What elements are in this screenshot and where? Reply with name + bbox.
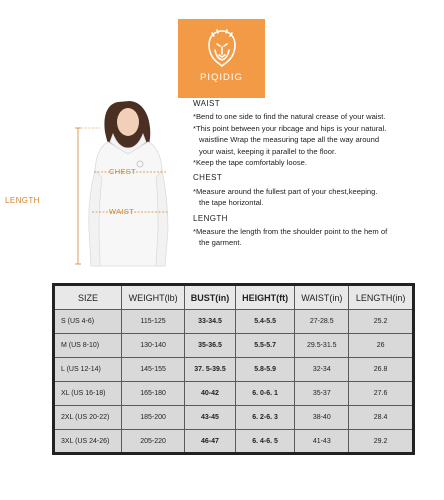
measurement-instructions [193, 98, 441, 249]
cell-height: 6. 0-6. 1 [235, 382, 295, 406]
table-row [54, 382, 414, 406]
cell-height: 5.4-5.5 [235, 310, 295, 334]
waist-line-2: *This point between your ribcage and hips is your natural. [193, 123, 387, 133]
cell-weight: 165-180 [122, 382, 185, 406]
length-title: LENGTH [193, 213, 228, 223]
table-row [54, 334, 414, 358]
cell-size: M (US 8-10) [54, 334, 122, 358]
cell-weight: 145-155 [122, 358, 185, 382]
cell-size: XL (US 16-18) [54, 382, 122, 406]
cell-bust: 35-36.5 [185, 334, 236, 358]
cell-weight: 185-200 [122, 406, 185, 430]
chest-guide-label: CHEST [109, 167, 136, 176]
cell-bust: 37. 5-39.5 [185, 358, 236, 382]
cell-length: 26 [349, 334, 414, 358]
cell-height: 6. 4-6. 5 [235, 430, 295, 454]
table-row [54, 358, 414, 382]
table-row [54, 406, 414, 430]
chest-title: CHEST [193, 173, 223, 183]
header-height: HEIGHT(ft) [235, 285, 295, 310]
waist-guide-label: WAIST [109, 207, 134, 216]
table-header-row [54, 285, 414, 310]
cell-height: 6. 2-6. 3 [235, 406, 295, 430]
cell-weight: 115-125 [122, 310, 185, 334]
length-line-2: the garment. [199, 238, 242, 248]
chest-line-2: the tape horizontal. [199, 198, 264, 208]
cell-length: 26.8 [349, 358, 414, 382]
size-chart-table [52, 283, 415, 455]
cell-length: 29.2 [349, 430, 414, 454]
cell-height: 5.8-5.9 [235, 358, 295, 382]
chest-line-1: *Measure around the fullest part of your chest,keeping. [193, 186, 378, 196]
cell-height: 5.5-5.7 [235, 334, 295, 358]
cell-length: 28.4 [349, 406, 414, 430]
cell-waist: 29.5-31.5 [295, 334, 349, 358]
model-illustration [70, 98, 190, 268]
header-waist: WAIST(in) [295, 285, 349, 310]
cell-length: 25.2 [349, 310, 414, 334]
header-weight: WEIGHT(lb) [122, 285, 185, 310]
cell-length: 27.6 [349, 382, 414, 406]
header-size: SIZE [54, 285, 122, 310]
header-bust: BUST(in) [185, 285, 236, 310]
lion-head-icon [204, 28, 240, 68]
brand-name: PIQIDIG [200, 72, 243, 83]
length-guide-label: LENGTH [5, 196, 40, 205]
cell-size: S (US 4-6) [54, 310, 122, 334]
waist-title: WAIST [193, 99, 221, 108]
cell-bust: 33-34.5 [185, 310, 236, 334]
brand-logo [178, 19, 265, 98]
cell-waist: 27-28.5 [295, 310, 349, 334]
cell-waist: 38-40 [295, 406, 349, 430]
table-row [54, 310, 414, 334]
cell-bust: 43-45 [185, 406, 236, 430]
cell-size: 3XL (US 24-26) [54, 430, 122, 454]
cell-waist: 32-34 [295, 358, 349, 382]
model-figure [70, 98, 190, 268]
cell-size: 2XL (US 20-22) [54, 406, 122, 430]
cell-weight: 130-140 [122, 334, 185, 358]
waist-line-3: waistline Wrap the measuring tape all the way around [199, 135, 380, 145]
header-length: LENGTH(in) [349, 285, 414, 310]
cell-bust: 46-47 [185, 430, 236, 454]
length-line-1: *Measure the length from the shoulder point to the hem of [193, 227, 388, 237]
table-row [54, 430, 414, 454]
cell-bust: 40-42 [185, 382, 236, 406]
waist-line-4: your waist, keeping it parallel to the floor. [199, 146, 337, 156]
waist-line-5: *Keep the tape comfortably loose. [193, 158, 307, 168]
waist-line-1: *Bend to one side to find the natural crease of your waist. [193, 112, 386, 122]
cell-waist: 35-37 [295, 382, 349, 406]
cell-waist: 41-43 [295, 430, 349, 454]
cell-weight: 205-220 [122, 430, 185, 454]
cell-size: L (US 12-14) [54, 358, 122, 382]
